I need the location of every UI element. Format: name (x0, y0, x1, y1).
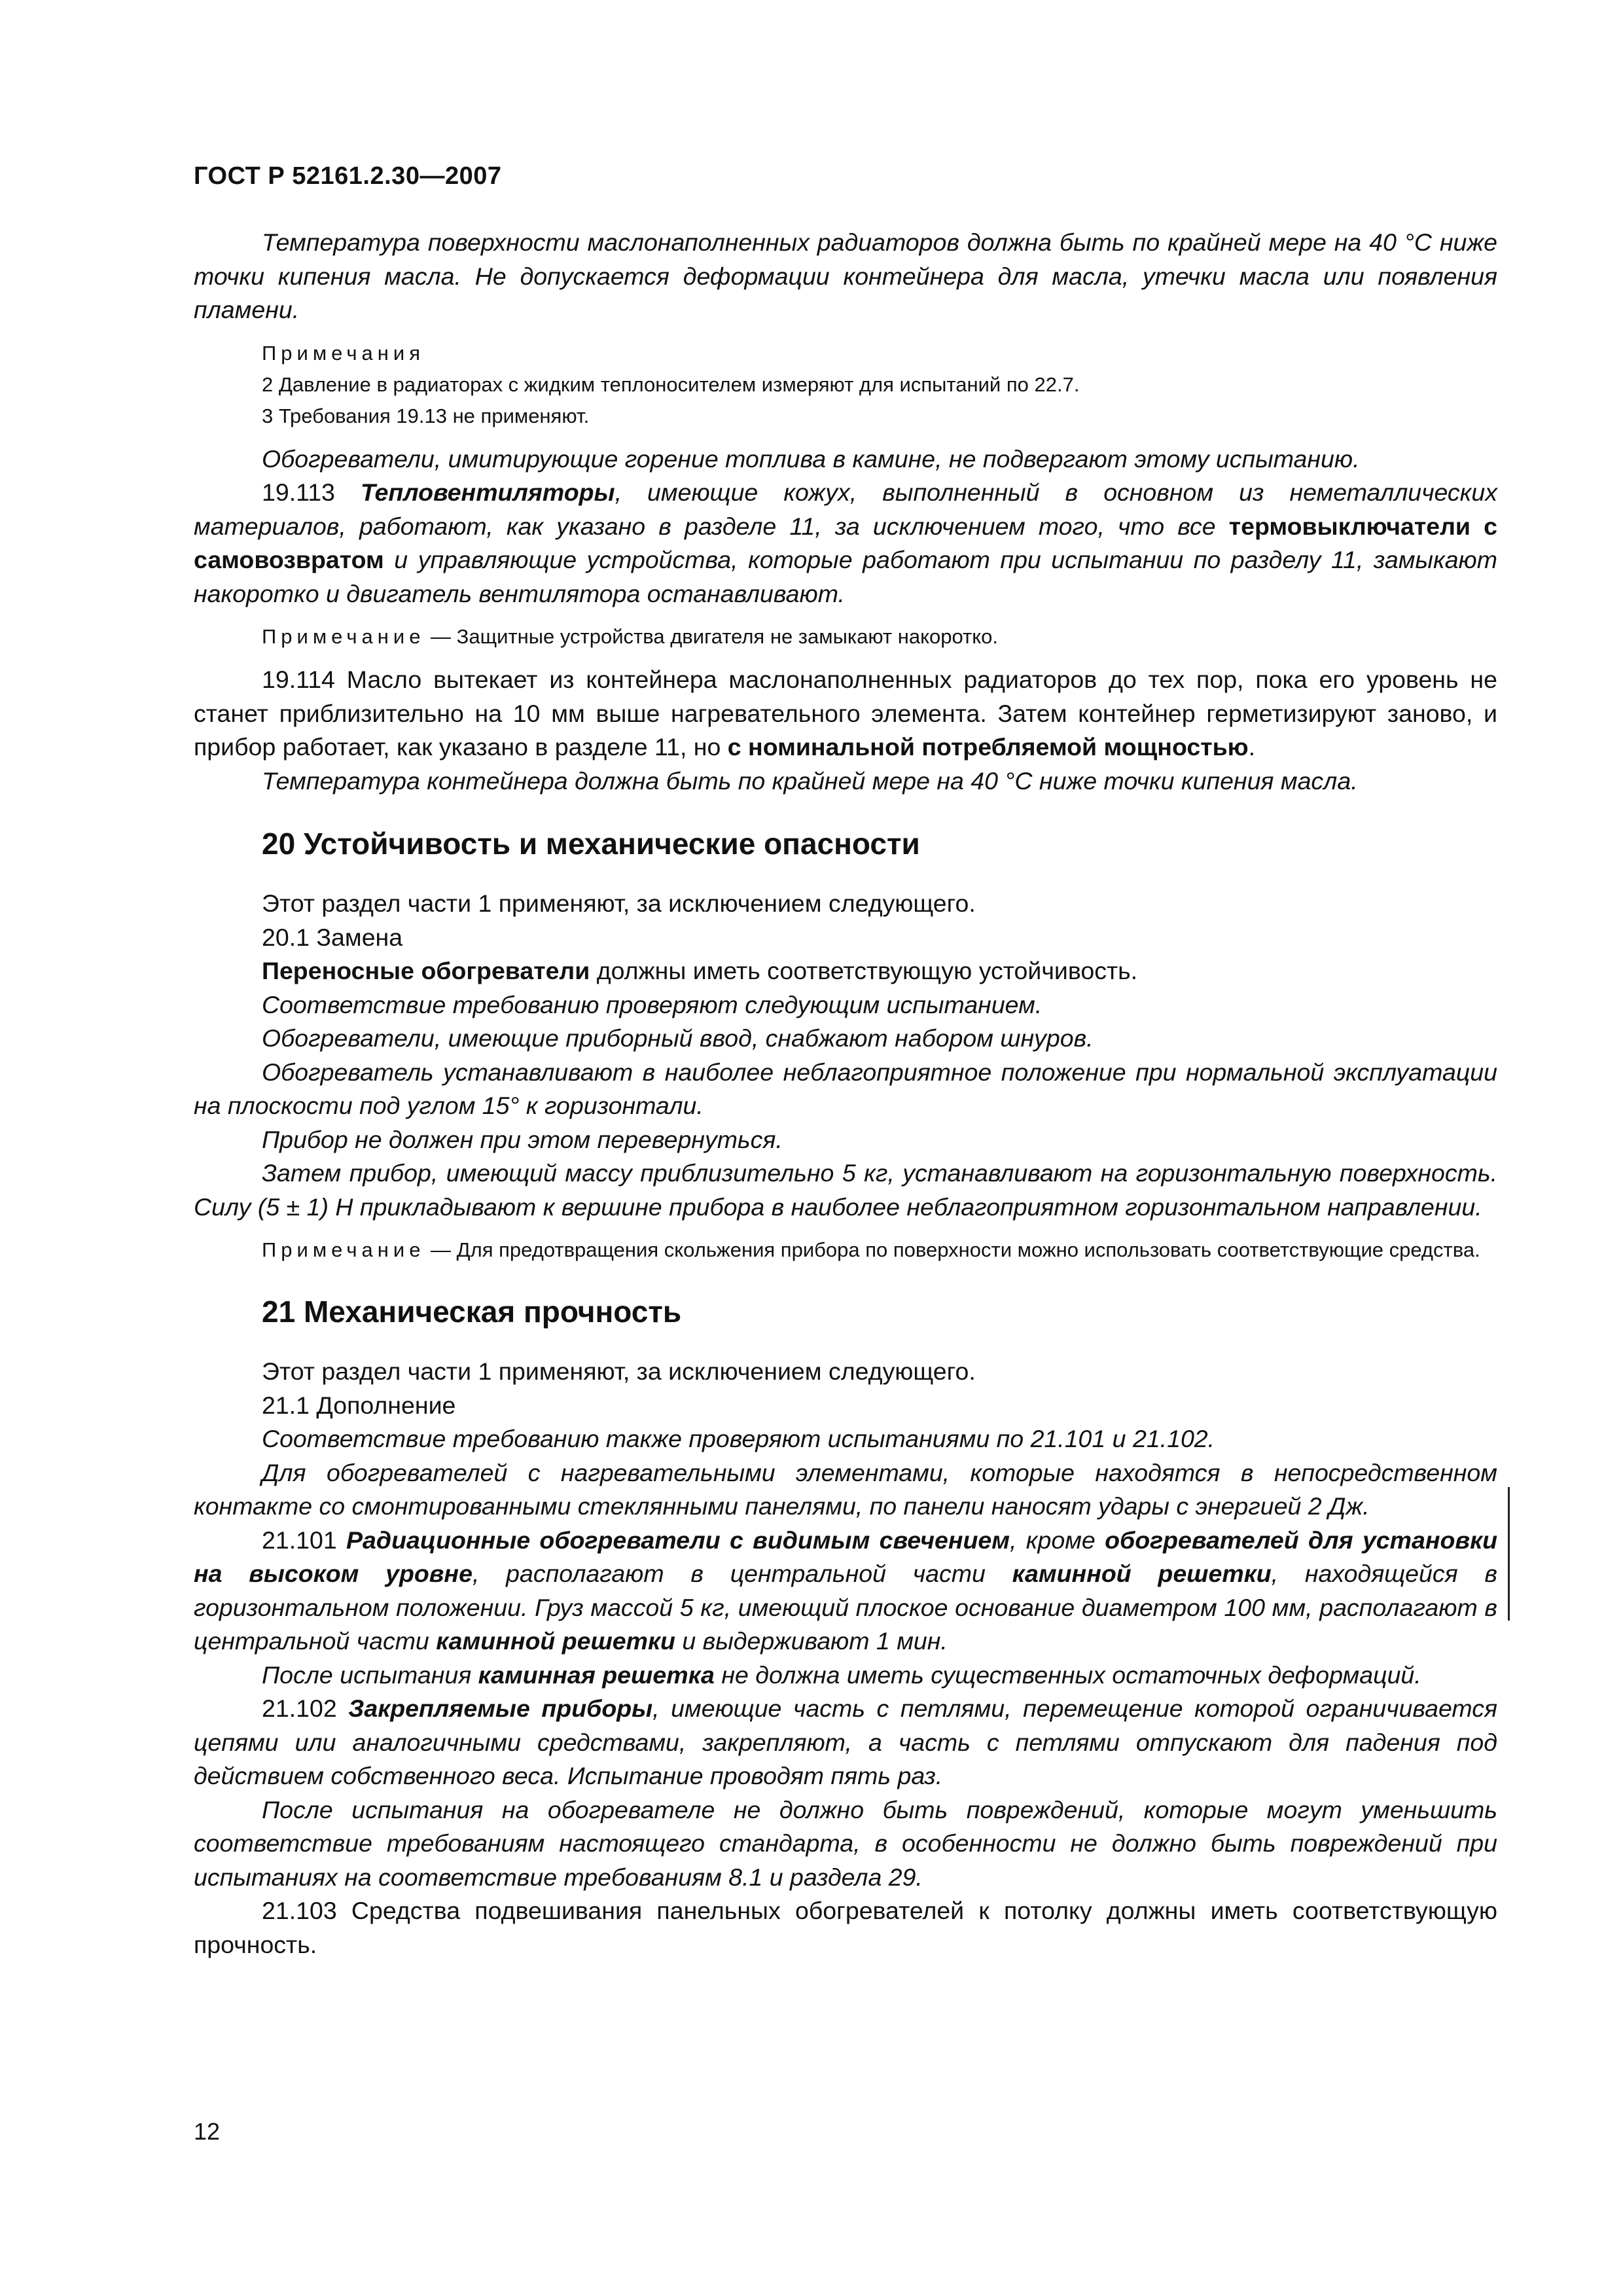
note-motor-protection: Примечание — Защитные устройства двигателя не замыкают накоротко. (262, 625, 998, 648)
clause-21-102: 21.102 Закрепляемые приборы, имеющие часть с петлями, перемещение которой ограничивается цепями или аналогичными средствами, закрепляют, а часть с петлями отпускают для падения под действием собственного веса. Испытание проводят пять раз. (194, 1695, 1498, 1789)
change-bar (1508, 1487, 1510, 1621)
clause-20-1: 20.1 Замена (262, 923, 403, 951)
defined-term: каминной решетки (436, 1627, 675, 1655)
section-20-portable: Переносные обогреватели должны иметь соответствующую устойчивость. (262, 957, 1138, 984)
note-3: 3 Требования 19.13 не применяют. (262, 404, 590, 427)
section-21-intro: Этот раздел части 1 применяют, за исключением следующего. (262, 1357, 976, 1385)
notes-title: Примечания (262, 341, 425, 365)
defined-term: каминной решетки (1012, 1560, 1272, 1587)
section-21-compliance: Соответствие требованию также проверяют испытаниями по 21.101 и 21.102. (262, 1425, 1215, 1452)
note-2: 2 Давление в радиаторах с жидким теплоносителем измеряют для испытаний по 22.7. (262, 372, 1080, 396)
notes-block (194, 338, 1497, 432)
section-20-position: Обогреватель устанавливают в наиболее неблагоприятное положение при нормальной эксплуатации на плоскости под углом 15° к горизонтали. (194, 1058, 1497, 1119)
section-20-no-overturn: Прибор не должен при этом перевернуться. (262, 1125, 783, 1153)
defined-term: Тепловентиляторы (361, 478, 615, 506)
paragraph-container-temperature: Температура контейнера должна быть по крайней мере на 40 °С ниже точки кипения масла. (262, 766, 1358, 795)
defined-term: Переносные обогреватели (262, 957, 590, 984)
defined-term: Радиационные обогреватели с видимым свечением (346, 1526, 1010, 1554)
clause-19-114: 19.114 Масло вытекает из контейнера маслонаполненных радиаторов до тех пор, пока его уровень не станет приблизительно на 10 мм выше нагревательного элемента. Затем контейнер герметизируют заново, и прибор работает, как указано в разделе 11, но с номинальной потребляемой мощностью. (194, 666, 1497, 761)
clause-number: 21.102 (262, 1695, 337, 1722)
section-heading-20: 20 Устойчивость и механические опасности (262, 827, 920, 861)
note-label: Примечание (262, 1238, 425, 1261)
clause-21-103: 21.103 Средства подвешивания панельных обогревателей к потолку должны иметь соответствующую прочность. (194, 1897, 1497, 1958)
clause-19-113: 19.113 Тепловентиляторы, имеющие кожух, выполненный в основном из неметаллических материалов, работают, как указано в разделе 11, за исключением того, что все термовыключатели с самовозвратом и управляющие устройства, которые работают при испытании по разделу 11, замыкают накоротко и двигатель вентилятора останавливают. (194, 478, 1497, 607)
clause-number: 21.101 (262, 1526, 337, 1554)
note-label: Примечание (262, 625, 425, 648)
page-number: 12 (194, 2118, 221, 2145)
document-body (194, 226, 1497, 1962)
document-header: ГОСТ Р 52161.2.30—2007 (194, 162, 502, 190)
section-20-intro: Этот раздел части 1 применяют, за исключением следующего. (262, 889, 976, 917)
section-20-compliance: Соответствие требованию проверяют следующим испытанием. (262, 990, 1043, 1018)
section-20-note: Примечание — Для предотвращения скольжения прибора по поверхности можно использовать соответствующие средства. (262, 1238, 1480, 1261)
defined-term: термовыключатели с самовозвратом (194, 512, 1497, 573)
section-21-glass-panels: Для обогревателей с нагревательными элементами, которые находятся в непосредственном контакте со смонтированными стеклянными панелями, по панели наносят удары с энергией 2 Дж. (194, 1458, 1497, 1520)
defined-term: с номинальной потребляемой мощностью (727, 733, 1249, 761)
section-heading-21: 21 Механическая прочность (262, 1295, 682, 1329)
defined-term: каминная решетка (478, 1660, 715, 1689)
section-21-after-test-2: После испытания на обогревателе не должно быть повреждений, которые могут уменьшить соответствие требованиям настоящего стандарта, в особенности не должно быть повреждений при испытаниях на соответствие требованиям 8.1 и раздела 29. (194, 1795, 1497, 1891)
section-21-after-test-1: После испытания каминная решетка не должна иметь существенных остаточных деформаций. (262, 1660, 1421, 1689)
section-20-cords: Обогреватели, имеющие приборный ввод, снабжают набором шнуров. (262, 1024, 1094, 1052)
paragraph-surface-temperature: Температура поверхности маслонаполненных радиаторов должна быть по крайней мере на 40 °С ниже точки кипения масла. Не допускается деформации контейнера для масла, утечки масла или появления пламени. (194, 228, 1497, 323)
paragraph-fireplace-heaters: Обогреватели, имитирующие горение топлива в камине, не подвергают этому испытанию. (262, 444, 1360, 473)
clause-21-1: 21.1 Дополнение (262, 1391, 456, 1419)
clause-number: 19.113 (262, 478, 335, 506)
clause-21-101: 21.101 Радиационные обогреватели с видимым свечением, кроме обогревателей для установки на высоком уровне, располагают в центральной части каминной решетки, находящейся в горизонтальном положении. Груз массой 5 кг, имеющий плоское основание диаметром 100 мм, располагают в центральной части каминной решетки и выдерживают 1 мин. (194, 1526, 1497, 1655)
section-20-force: Затем прибор, имеющий массу приблизительно 5 кг, устанавливают на горизонтальную поверхность. Силу (5 ± 1) Н прикладывают к вершине прибора в наиболее неблагоприятном горизонтальном направлении. (194, 1159, 1497, 1221)
defined-term: Закрепляемые приборы (348, 1695, 653, 1722)
defined-term: обогревателей для установки на высоком уровне (194, 1526, 1497, 1587)
